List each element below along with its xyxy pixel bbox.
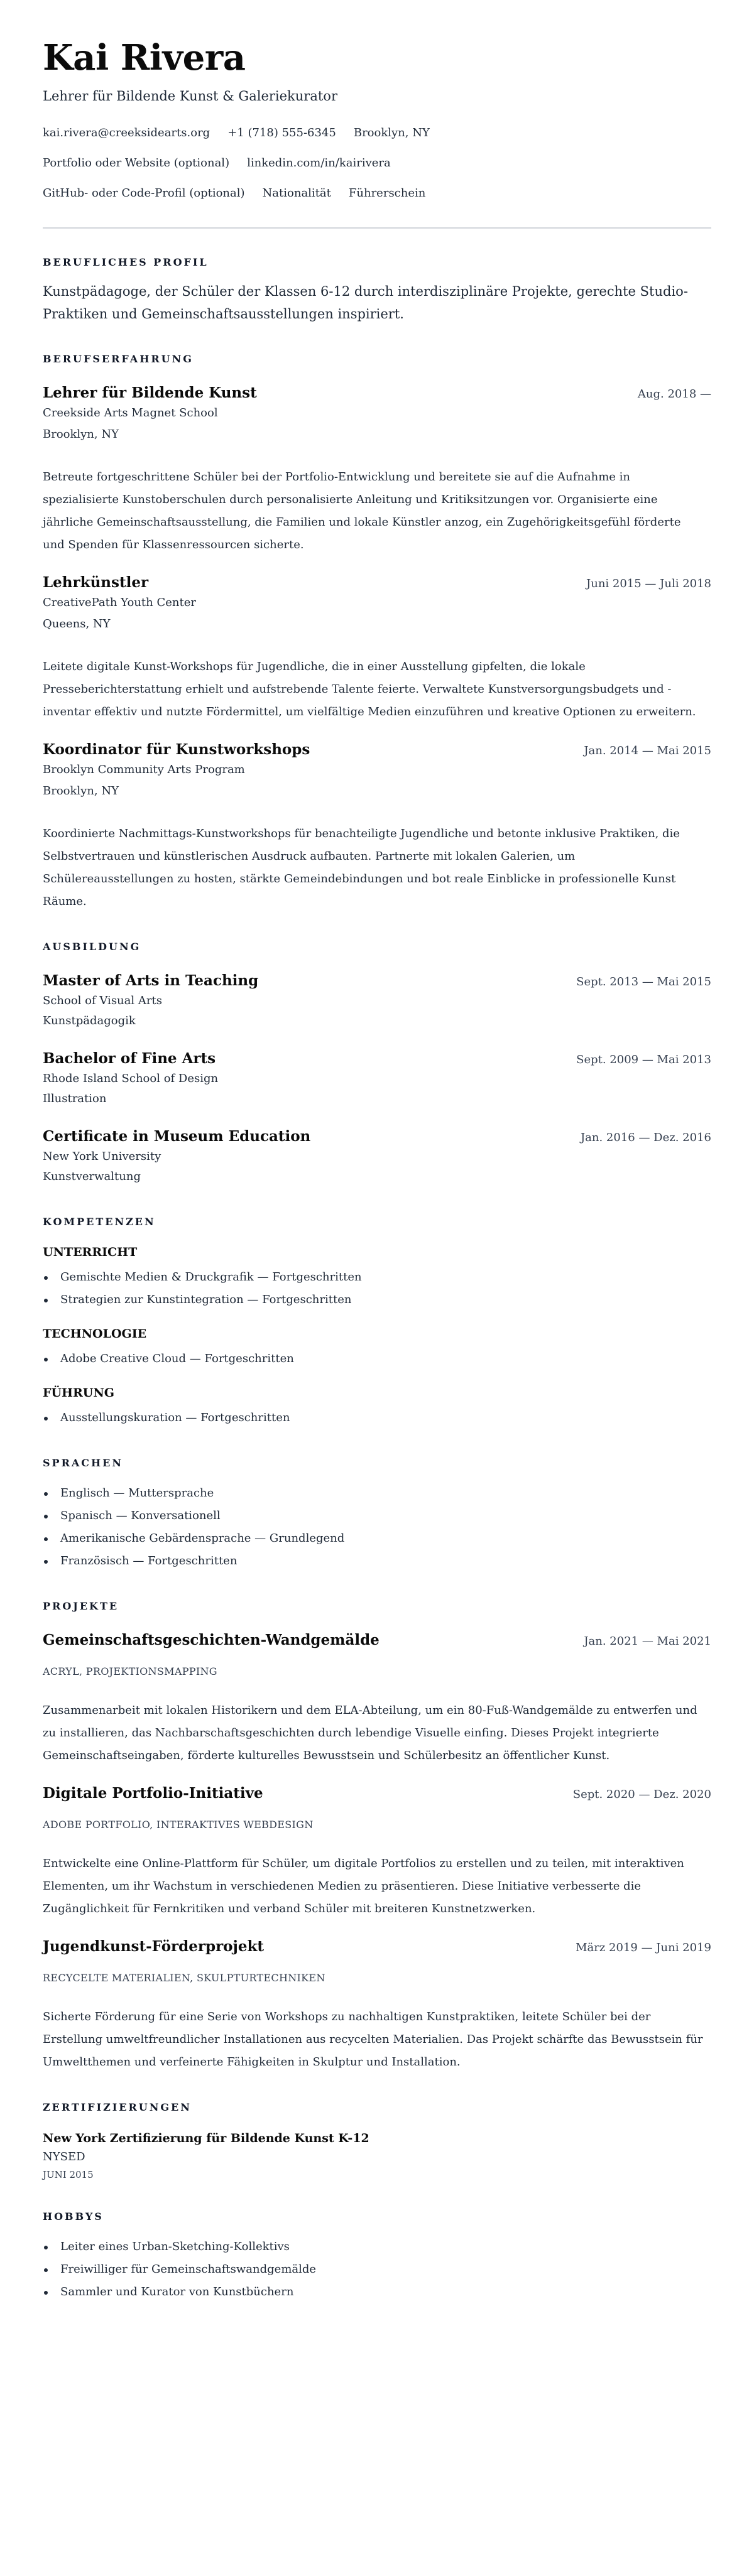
hobby-item: Sammler und Kurator von Kunstbüchern	[43, 2281, 711, 2303]
degree-title: Certificate in Museum Education	[43, 1128, 311, 1145]
section-heading: AUSBILDUNG	[43, 941, 141, 953]
section-languages	[43, 1456, 711, 1572]
job-date: Aug. 2018 —	[637, 387, 711, 401]
project-tech: ACRYL, PROJEKTIONSMAPPING	[43, 1665, 217, 1677]
contact-line	[43, 118, 711, 148]
contact-email[interactable]: kai.rivera@creeksidearts.org	[43, 126, 210, 139]
job-title: Lehrkünstler	[43, 574, 149, 591]
education-entry	[43, 971, 711, 1032]
education-date: Sept. 2013 — Mai 2015	[576, 975, 711, 988]
project-tech: ADOBE PORTFOLIO, INTERAKTIVES WEBDESIGN	[43, 1819, 314, 1831]
project-description: Sicherte Förderung für eine Serie von Workshops zu nachhaltigen Kunstpraktiken, leitete Schüler bei der Erstellung umweltfreundlicher Installationen aus recycelten Materialien. Das Projekt schärfte das Bewusstsein für Umweltthemen und verfeinerte Fähigkeiten in Skulptur und Installation.	[43, 2010, 703, 2069]
job-date: Jan. 2014 — Mai 2015	[584, 744, 711, 757]
section-hobbies	[43, 2209, 711, 2303]
certification-title: New York Zertifizierung für Bildende Kunst K-12	[43, 2131, 369, 2145]
skill-list	[43, 1266, 711, 1311]
project-tech: RECYCELTE MATERIALIEN, SKULPTURTECHNIKEN	[43, 1972, 325, 1984]
job-org: Creekside Arts Magnet School	[43, 406, 218, 419]
project-date: März 2019 — Juni 2019	[576, 1941, 711, 1954]
contact-nationality: Nationalität	[262, 187, 331, 200]
education-entry	[43, 1049, 711, 1110]
job-description: Betreute fortgeschrittene Schüler bei der Portfolio-Entwicklung und bereitete sie auf die Aufnahme in spezialisierte Kunstoberschulen durch personalisierte Anleitung und Kritiksitzungen vor. Organisierte eine jährliche Gemeinschaftsausstellung, die Familien und lokale Künstler anzog, ein Zugehörigkeitsgefühl förderte und Spenden für Klassenressourcen sicherte.	[43, 470, 681, 551]
contact-github[interactable]: GitHub- oder Code-Profil (optional)	[43, 187, 245, 200]
contact-linkedin[interactable]: linkedin.com/in/kairivera	[247, 156, 391, 170]
section-heading: SPRACHEN	[43, 1457, 123, 1469]
section-experience	[43, 352, 711, 913]
job-date: Juni 2015 — Juli 2018	[586, 577, 711, 590]
project-entry	[43, 1783, 711, 1920]
section-skills	[43, 1215, 711, 1429]
job-org: Brooklyn Community Arts Program	[43, 763, 245, 776]
skill-group	[43, 1384, 711, 1429]
skill-item: Ausstellungskuration — Fortgeschritten	[43, 1407, 711, 1429]
experience-entry	[43, 383, 711, 556]
contact-line	[43, 178, 711, 208]
hobby-item: Leiter eines Urban-Sketching-Kollektivs	[43, 2236, 711, 2258]
skill-group-title: FÜHRUNG	[43, 1386, 114, 1400]
job-location: Brooklyn, NY	[43, 784, 119, 798]
field-of-study: Kunstpädagogik	[43, 1014, 136, 1027]
project-date: Jan. 2021 — Mai 2021	[584, 1635, 711, 1648]
skill-list	[43, 1348, 711, 1370]
skill-group	[43, 1243, 711, 1311]
language-item: Französisch — Fortgeschritten	[43, 1550, 711, 1572]
skill-item: Adobe Creative Cloud — Fortgeschritten	[43, 1348, 711, 1370]
certification-entry	[43, 2129, 711, 2183]
skill-item: Strategien zur Kunstintegration — Fortgeschritten	[43, 1289, 711, 1311]
contact-portfolio[interactable]: Portfolio oder Website (optional)	[43, 156, 230, 170]
section-certifications	[43, 2100, 711, 2183]
certification-issuer: NYSED	[43, 2150, 85, 2163]
section-profile	[43, 255, 711, 325]
language-item: Spanisch — Konversationell	[43, 1505, 711, 1527]
job-title: Koordinator für Kunstworkshops	[43, 741, 310, 758]
project-entry	[43, 1937, 711, 2074]
skill-group	[43, 1325, 711, 1370]
certification-date: JUNI 2015	[43, 2169, 94, 2180]
section-heading: HOBBYS	[43, 2211, 104, 2222]
experience-entry	[43, 573, 711, 723]
contact-info	[43, 118, 711, 208]
project-entry	[43, 1630, 711, 1767]
candidate-name: Kai Rivera	[43, 37, 246, 78]
degree-title: Master of Arts in Teaching	[43, 972, 259, 989]
project-description: Entwickelte eine Online-Plattform für Schüler, um digitale Portfolios zu erstellen und zu teilen, mit interaktiven Elementen, um ihr Wachstum in verschiedenen Medien zu präsentieren. Diese Initiative verbesserte die Zugänglichkeit für Fernkritiken und verband Schüler mit breiteren Kunstnetzwerken.	[43, 1857, 684, 1915]
section-heading: ZERTIFIZIERUNGEN	[43, 2101, 192, 2113]
contact-location: Brooklyn, NY	[353, 126, 430, 139]
candidate-title: Lehrer für Bildende Kunst & Galeriekurator	[43, 89, 337, 104]
job-location: Queens, NY	[43, 617, 111, 630]
job-org: CreativePath Youth Center	[43, 596, 196, 609]
skill-group-title: UNTERRICHT	[43, 1245, 138, 1259]
school-name: New York University	[43, 1150, 161, 1163]
language-list	[43, 1482, 711, 1572]
field-of-study: Kunstverwaltung	[43, 1170, 141, 1183]
hobby-list	[43, 2236, 711, 2303]
education-entry	[43, 1127, 711, 1188]
education-date: Jan. 2016 — Dez. 2016	[580, 1131, 711, 1144]
project-description: Zusammenarbeit mit lokalen Historikern und dem ELA-Abteilung, um ein 80-Fuß-Wandgemälde zu entwerfen und zu installieren, das Nachbarschaftsgeschichten durch lebendige Visuelle einfing. Dieses Projekt integrierte Gemeinschaftseingaben, förderte kulturelles Bewusstsein und Schülerbesitz an öffentlicher Kunst.	[43, 1704, 697, 1762]
experience-entry	[43, 740, 711, 913]
job-location: Brooklyn, NY	[43, 428, 119, 441]
project-date: Sept. 2020 — Dez. 2020	[572, 1788, 711, 1801]
contact-phone[interactable]: +1 (718) 555-6345	[227, 126, 336, 139]
project-title: Digitale Portfolio-Initiative	[43, 1785, 263, 1802]
project-title: Gemeinschaftsgeschichten-Wandgemälde	[43, 1632, 380, 1648]
resume-header	[43, 36, 711, 229]
hobby-item: Freiwilliger für Gemeinschaftswandgemälde	[43, 2258, 711, 2281]
degree-title: Bachelor of Fine Arts	[43, 1050, 216, 1067]
section-heading: BERUFLICHES PROFIL	[43, 256, 209, 268]
section-projects	[43, 1599, 711, 2074]
skill-list	[43, 1407, 711, 1429]
section-heading: PROJEKTE	[43, 1600, 119, 1612]
contact-drivers-license: Führerschein	[348, 187, 426, 200]
job-title: Lehrer für Bildende Kunst	[43, 384, 257, 401]
profile-summary: Kunstpädagoge, der Schüler der Klassen 6-12 durch interdisziplinäre Projekte, gerechte Studio-Praktiken und Gemeinschaftsausstellungen inspiriert.	[43, 284, 688, 322]
school-name: School of Visual Arts	[43, 994, 162, 1007]
language-item: Englisch — Muttersprache	[43, 1482, 711, 1505]
job-description: Koordinierte Nachmittags-Kunstworkshops für benachteiligte Jugendliche und betonte inklusive Praktiken, die Selbstvertrauen und künstlerischen Ausdruck aufbauten. Partnerte mit lokalen Galerien, um Schülereausstellungen zu hosten, stärkte Gemeindebindungen und bot reale Einblicke in professionelle Kunst Räume.	[43, 827, 680, 908]
header-divider	[43, 227, 711, 229]
section-education	[43, 939, 711, 1188]
job-description: Leitete digitale Kunst-Workshops für Jugendliche, die in einer Ausstellung gipfelten, die lokale Presseberichterstattung erhielt und aufstrebende Talente feierte. Verwaltete Kunstversorgungsbudgets und -inventar effektiv und nutzte Fördermittel, um vielfältige Medien einzuführen und kreative Optionen zu erweitern.	[43, 660, 696, 718]
project-title: Jugendkunst-Förderprojekt	[43, 1938, 265, 1955]
language-item: Amerikanische Gebärdensprache — Grundlegend	[43, 1527, 711, 1550]
contact-line	[43, 148, 711, 178]
education-date: Sept. 2009 — Mai 2013	[576, 1053, 711, 1066]
school-name: Rhode Island School of Design	[43, 1072, 219, 1085]
field-of-study: Illustration	[43, 1092, 107, 1105]
section-heading: KOMPETENZEN	[43, 1216, 156, 1228]
skill-group-title: TECHNOLOGIE	[43, 1327, 147, 1341]
skill-item: Gemischte Medien & Druckgrafik — Fortgeschritten	[43, 1266, 711, 1289]
section-heading: BERUFSERFAHRUNG	[43, 353, 194, 365]
